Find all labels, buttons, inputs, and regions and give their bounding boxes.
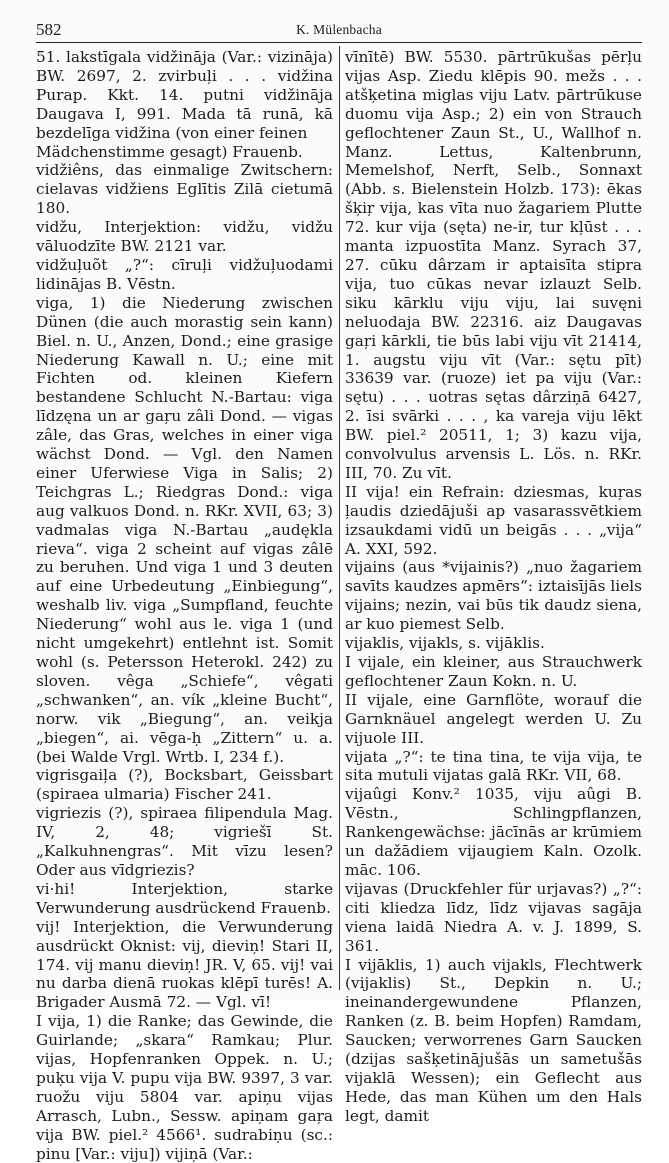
entry-viga: viga, 1) die Niederung zwischen Dünen (die auch morastig sein kann) Biel. n. U., Anzen, Dond.; eine grasige Niederung Kawall n. U.; eine mit Fichten od. kleinen Kiefern bestandene Schlucht N.-Bartau: viga līdzęna un ar gaŗu zâli Dond. — vigas zâle, das Gras, welches in einer viga wächst Dond. — Vgl. den Namen einer Uferwiese Viga in Salis; 2) Teichgras L.; Riedgras Dond.: viga aug valkuos Dond. n. RKr. XVII, 63; 3) vadmalas viga N.-Bartau „audękla rieva“. viga 2 scheint auf vigas zâlē zu beruhen. Und viga 1 und 3 deuten auf eine Urbedeutung „Einbiegung“, weshalb liv. viga „Sumpfland, feuchte Niederung“ wohl aus le. viga 1 (und nicht umgekehrt) entlehnt ist. Somit wohl (s. Petersson Heterokl. 242) zu sloven. vêga „Schiefe“, vêgati „schwanken“, an. vík „kleine Bucht“, norw. vik „Biegung“, an. veikja „biegen“, ai. vēga-ḥ „Zittern“ u. a. (bei Walde Vrgl. Wrtb. I, 234 f.). (36, 293, 333, 766)
entry-vijale-1: I vijale, ein kleiner, aus Strauchwerk geflochtener Zaun Kokn. n. U. (345, 653, 642, 690)
entry-vihi: vi·hi! Interjektion, starke Verwunderung ausdrückend Frauenb. (36, 879, 333, 917)
entry-vijale-2: II vijale, eine Garnflöte, worauf die Garnknäuel angelegt werden U. Zu vijuole III. (345, 690, 642, 747)
entry-vij: vij! Interjektion, die Verwunderung ausdrückt Oknist: vij, dieviņ! Stari II, 174. vij manu dieviņ! JR. V, 65. vij! vai nu darba dienā ruokas klēpī turēs! A. Brigader Ausmā 72. — Vgl. vī! (36, 917, 333, 1012)
entry-vijaklis-1: I vijāklis, 1) auch vijakls, Flechtwerk (vijaklis) St., Depkin n. U.; ineinandergewundene Pflanzen, Ranken (z. B. beim Hopfen) Ramdam, Saucken; verworrenes Garn Saucken (dzijas sašķetinājušās un sametušās vijaklā Wessen); ein Geflecht aus Hede, das man Kühen um den Hals legt, damit (345, 955, 642, 1125)
page-number: 582 (36, 20, 62, 39)
entry-vija-2: II vija! ein Refrain: dziesmas, kuŗas ļaudis dziedājuši ap vasarassvētkiem izsaukdami vidū un beigās . . . „vija“ A. XXI, 592. (345, 482, 642, 558)
entry-lakstigala-citation: 51. lakstīgala vidžināja (Var.: vizināja) BW. 2697, 2. zvirbuļi . . . vidžina Purap. Kkt. 14. putni vidžināja Daugava I, 991. Mada tā runā, kā bezdelīga vidžina (von einer feinen (36, 48, 333, 142)
running-title: K. Mülenbacha (296, 22, 382, 37)
entry-vijaklis: vijaklis, vijakls, s. vijāklis. (345, 634, 545, 653)
entry-vijata: vijata „?“: te tina tina, te vija vija, te sita mutuli vijatas galā RKr. VII, 68. (345, 747, 642, 785)
entry-vija-1-continued: vīnītē) BW. 5530. pārtrūkušas pērļu vijas Asp. Ziedu klēpis 90. mežs . . . atšķetina miglas viju Latv. pārtrūkuse duomu vija Asp.; 2) ein von Strauch geflochtener Zaun St., U., Wallhof n. Manz. Lettus, Kaltenbrunn, Memelshof, Nerft, Selb., Sonnaxt (Abb. s. Bielenstein Holzb. 173): ēkas šķiŗ vija, kas vīta nuo žagariem Plutte 72. kur vija (sęta) ne-ir, tur kļūst . . . manta izpuostīta Manz. Syrach 37, 27. cūku dârzam ir aptaisīta stipra vija, tuo cūkas nevar izlauzt Selb. siku kārklu viju viju, lai suvęni neluodaja BW. 22316. aiz Daugavas gaŗi kārkli, tie būs labi viju vīt 21414, 1. augstu viju vīt (Var.: sętu pīt) 33639 var. (ruoze) iet pa viju (Var.: sętu) . . . uotras sętas dârziņā 6427, 2. īsi svārki . . . , ka vareja viju lēkt BW. piel.² 20511, 1; 3) kazu vija, convolvulus arvensis L. Lös. n. RKr. III, 70. Zu vīt. (345, 48, 642, 482)
right-column (345, 48, 642, 1125)
entry-vidziens: vidžiêns, das einmalige Zwitschern: cielavas vidžiens Eglītis Zilā cietumā 180. (36, 161, 333, 218)
entry-vijaugi: vijaûgi Konv.² 1035, viju aûgi B. Vēstn., Schlingpflanzen, Rankengewächse: jācīnās ar krūmiem un dažādiem vijaugiem Kaln. Ozolk. māc. 106. (345, 785, 642, 879)
header-rule (36, 42, 642, 43)
entry-vidzuluot: vidžuļuõt „?“: cīruļi vidžuļuodami lidinājas B. Vēstn. (36, 255, 333, 293)
entry-vigrisgaila: vigrisgaiļa (?), Bocksbart, Geissbart (spiraea ulmaria) Fischer 241. (36, 766, 333, 804)
column-divider (339, 46, 340, 990)
entry-vija-1: I vija, 1) die Ranke; das Gewinde, die Guirlande; „skara“ Ramkau; Plur. vijas, Hopfenranken Oppek. n. U.; puķu vija V. pupu vija BW. 9397, 3 var. ruožu viju 5804 var. apiņu vijas Arrasch, Lubn., Sessw. apiņam gaŗa vija BW. piel.² 4566¹. sudrabiņu (sc.: pinu [Var.: viju]) vijiņā (Var.: (36, 1012, 333, 1163)
entry-vijains: vijains (aus *vijainis?) „nuo žagariem savīts kaudzes apmērs“: iztaisījās liels vijains; nezin, vai būs tik daudz siena, ar kuo piemest Selb. (345, 558, 642, 634)
entry-vidzu: vidžu, Interjektion: vidžu, vidžu vāluodzīte BW. 2121 var. (36, 218, 333, 256)
left-column (36, 48, 333, 1163)
entry-lakstigala-end: Mädchenstimme gesagt) Frauenb. (36, 142, 303, 161)
entry-vijavas: vijavas (Druckfehler für urjavas?) „?“: citi kliedza līdz, līdz vijavas sagāja viena laidā Niedra A. v. J. 1899, S. 361. (345, 879, 642, 955)
entry-vigriezis: vigriezis (?), spiraea filipendula Mag. IV, 2, 48; vigriešī St. „Kalkuhnengras“. Mit vīzu lesen? Oder aus vīdgriezis? (36, 804, 333, 879)
page-header (36, 10, 642, 44)
